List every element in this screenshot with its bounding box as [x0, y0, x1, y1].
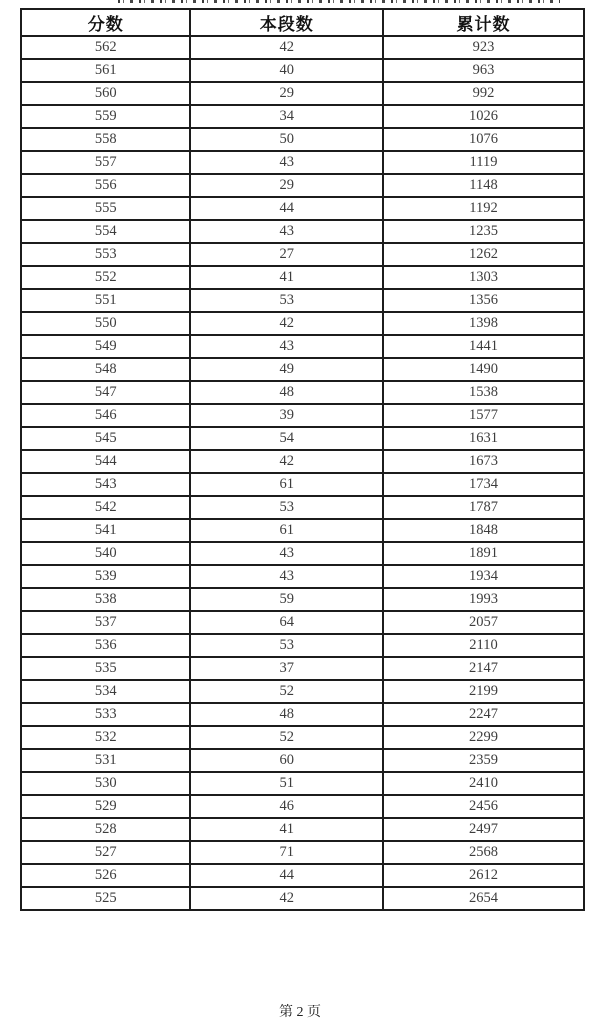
segment-count-cell: 43 [190, 151, 383, 174]
cumulative-count-cell: 963 [383, 59, 584, 82]
segment-count-cell: 48 [190, 381, 383, 404]
cumulative-count-cell: 1631 [383, 427, 584, 450]
cumulative-count-cell: 1026 [383, 105, 584, 128]
table-row [21, 174, 584, 197]
score-cell: 526 [21, 864, 190, 887]
table-row [21, 657, 584, 680]
cumulative-count-cell: 1934 [383, 565, 584, 588]
score-cell: 557 [21, 151, 190, 174]
table-row [21, 335, 584, 358]
cumulative-count-cell: 1891 [383, 542, 584, 565]
segment-count-cell: 64 [190, 611, 383, 634]
cumulative-count-cell: 2654 [383, 887, 584, 910]
score-cell: 552 [21, 266, 190, 289]
segment-count-cell: 53 [190, 634, 383, 657]
table-row [21, 496, 584, 519]
score-cell: 536 [21, 634, 190, 657]
segment-count-cell: 43 [190, 542, 383, 565]
cumulative-count-cell: 1787 [383, 496, 584, 519]
segment-count-cell: 42 [190, 450, 383, 473]
score-cell: 548 [21, 358, 190, 381]
header-score: 分数 [21, 9, 190, 36]
score-cell: 562 [21, 36, 190, 59]
segment-count-cell: 49 [190, 358, 383, 381]
segment-count-cell: 42 [190, 887, 383, 910]
segment-count-cell: 59 [190, 588, 383, 611]
score-cell: 539 [21, 565, 190, 588]
segment-count-cell: 43 [190, 220, 383, 243]
table-row [21, 59, 584, 82]
segment-count-cell: 29 [190, 82, 383, 105]
segment-count-cell: 34 [190, 105, 383, 128]
segment-count-cell: 37 [190, 657, 383, 680]
page-number: 第 2 页 [279, 1005, 321, 1020]
table-row [21, 680, 584, 703]
score-cell: 549 [21, 335, 190, 358]
score-cell: 525 [21, 887, 190, 910]
table-row [21, 588, 584, 611]
table-row [21, 128, 584, 151]
table-row [21, 151, 584, 174]
cumulative-count-cell: 1734 [383, 473, 584, 496]
cumulative-count-cell: 2410 [383, 772, 584, 795]
table-row [21, 220, 584, 243]
segment-count-cell: 50 [190, 128, 383, 151]
table-row [21, 818, 584, 841]
segment-count-cell: 53 [190, 289, 383, 312]
score-cell: 558 [21, 128, 190, 151]
table-row [21, 634, 584, 657]
cumulative-count-cell: 923 [383, 36, 584, 59]
score-cell: 530 [21, 772, 190, 795]
score-distribution-table [20, 8, 585, 911]
cumulative-count-cell: 1577 [383, 404, 584, 427]
table-row [21, 427, 584, 450]
cumulative-count-cell: 1848 [383, 519, 584, 542]
score-cell: 550 [21, 312, 190, 335]
cumulative-count-cell: 1076 [383, 128, 584, 151]
cumulative-count-cell: 1262 [383, 243, 584, 266]
cumulative-count-cell: 2497 [383, 818, 584, 841]
score-cell: 534 [21, 680, 190, 703]
cumulative-count-cell: 1673 [383, 450, 584, 473]
table-row [21, 358, 584, 381]
cumulative-count-cell: 1538 [383, 381, 584, 404]
segment-count-cell: 42 [190, 36, 383, 59]
table-row [21, 473, 584, 496]
cumulative-count-cell: 1119 [383, 151, 584, 174]
table-row [21, 105, 584, 128]
table-row [21, 749, 584, 772]
cumulative-count-cell: 2359 [383, 749, 584, 772]
cumulative-count-cell: 1356 [383, 289, 584, 312]
score-cell: 542 [21, 496, 190, 519]
table-row [21, 36, 584, 59]
cumulative-count-cell: 2199 [383, 680, 584, 703]
score-cell: 561 [21, 59, 190, 82]
segment-count-cell: 29 [190, 174, 383, 197]
score-cell: 538 [21, 588, 190, 611]
segment-count-cell: 61 [190, 473, 383, 496]
score-cell: 533 [21, 703, 190, 726]
table-row [21, 312, 584, 335]
score-cell: 554 [21, 220, 190, 243]
table-row [21, 450, 584, 473]
segment-count-cell: 48 [190, 703, 383, 726]
table-row [21, 611, 584, 634]
score-cell: 537 [21, 611, 190, 634]
score-cell: 553 [21, 243, 190, 266]
score-cell: 532 [21, 726, 190, 749]
segment-count-cell: 46 [190, 795, 383, 818]
cumulative-count-cell: 2612 [383, 864, 584, 887]
table-row [21, 565, 584, 588]
cumulative-count-cell: 1303 [383, 266, 584, 289]
table-row [21, 887, 584, 910]
segment-count-cell: 39 [190, 404, 383, 427]
segment-count-cell: 41 [190, 818, 383, 841]
cumulative-count-cell: 2568 [383, 841, 584, 864]
score-cell: 547 [21, 381, 190, 404]
segment-count-cell: 44 [190, 197, 383, 220]
score-cell: 555 [21, 197, 190, 220]
score-cell: 528 [21, 818, 190, 841]
table-row [21, 841, 584, 864]
segment-count-cell: 40 [190, 59, 383, 82]
score-cell: 543 [21, 473, 190, 496]
table-row [21, 519, 584, 542]
header-row [21, 9, 584, 36]
table-row [21, 381, 584, 404]
score-cell: 559 [21, 105, 190, 128]
segment-count-cell: 43 [190, 335, 383, 358]
score-cell: 527 [21, 841, 190, 864]
score-cell: 535 [21, 657, 190, 680]
segment-count-cell: 60 [190, 749, 383, 772]
score-cell: 556 [21, 174, 190, 197]
header-segment-count: 本段数 [190, 9, 383, 36]
segment-count-cell: 52 [190, 726, 383, 749]
score-cell: 546 [21, 404, 190, 427]
table-row [21, 197, 584, 220]
score-cell: 560 [21, 82, 190, 105]
segment-count-cell: 51 [190, 772, 383, 795]
cumulative-count-cell: 2299 [383, 726, 584, 749]
table-row [21, 266, 584, 289]
segment-count-cell: 61 [190, 519, 383, 542]
table-row [21, 703, 584, 726]
segment-count-cell: 53 [190, 496, 383, 519]
score-cell: 541 [21, 519, 190, 542]
header-cumulative-count: 累计数 [383, 9, 584, 36]
cumulative-count-cell: 1441 [383, 335, 584, 358]
segment-count-cell: 42 [190, 312, 383, 335]
segment-count-cell: 44 [190, 864, 383, 887]
cumulative-count-cell: 1192 [383, 197, 584, 220]
cumulative-count-cell: 1993 [383, 588, 584, 611]
cumulative-count-cell: 1235 [383, 220, 584, 243]
cumulative-count-cell: 2147 [383, 657, 584, 680]
table-row [21, 542, 584, 565]
cumulative-count-cell: 1148 [383, 174, 584, 197]
cumulative-count-cell: 2456 [383, 795, 584, 818]
segment-count-cell: 71 [190, 841, 383, 864]
cumulative-count-cell: 2247 [383, 703, 584, 726]
score-cell: 529 [21, 795, 190, 818]
table-row [21, 726, 584, 749]
score-cell: 545 [21, 427, 190, 450]
cumulative-count-cell: 992 [383, 82, 584, 105]
cropped-title-fragment [118, 0, 560, 3]
score-cell: 531 [21, 749, 190, 772]
score-cell: 540 [21, 542, 190, 565]
cumulative-count-cell: 2057 [383, 611, 584, 634]
segment-count-cell: 41 [190, 266, 383, 289]
table-row [21, 82, 584, 105]
segment-count-cell: 27 [190, 243, 383, 266]
table-row [21, 772, 584, 795]
cumulative-count-cell: 2110 [383, 634, 584, 657]
segment-count-cell: 43 [190, 565, 383, 588]
table-row [21, 864, 584, 887]
segment-count-cell: 54 [190, 427, 383, 450]
score-cell: 544 [21, 450, 190, 473]
table-row [21, 289, 584, 312]
cumulative-count-cell: 1398 [383, 312, 584, 335]
segment-count-cell: 52 [190, 680, 383, 703]
table-row [21, 795, 584, 818]
table-row [21, 243, 584, 266]
score-cell: 551 [21, 289, 190, 312]
cumulative-count-cell: 1490 [383, 358, 584, 381]
table-row [21, 404, 584, 427]
